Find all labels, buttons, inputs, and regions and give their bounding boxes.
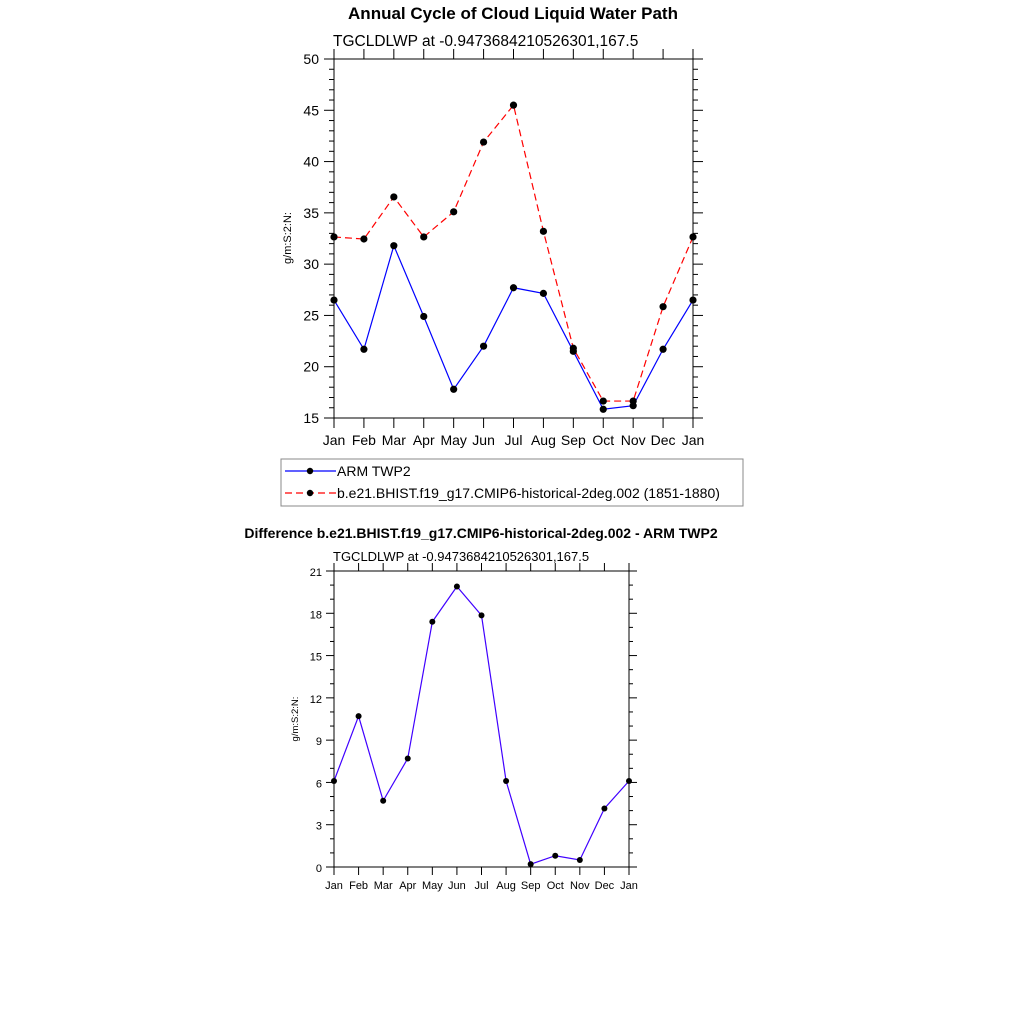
bottom-chart-title: Difference b.e21.BHIST.f19_g17.CMIP6-historical-2deg.002 - ARM TWP2 <box>244 525 718 541</box>
data-point <box>450 386 457 393</box>
y-tick-label: 15 <box>309 651 322 664</box>
data-point <box>626 778 632 784</box>
x-tick-label: Apr <box>412 432 435 448</box>
x-tick-label: May <box>421 880 443 892</box>
x-tick-label: Mar <box>373 880 393 892</box>
bottom-chart-subtitle: TGCLDLWP at -0.9473684210526301,167.5 <box>333 549 590 564</box>
top-chart-axes <box>303 49 704 448</box>
data-point <box>360 235 367 242</box>
top-chart-subtitle: TGCLDLWP at -0.9473684210526301,167.5 <box>333 33 639 50</box>
data-point <box>510 102 517 109</box>
x-tick-label: Oct <box>592 432 615 448</box>
data-point <box>356 713 362 719</box>
data-point <box>380 798 386 804</box>
data-point <box>689 233 696 240</box>
x-tick-label: Jul <box>504 432 523 448</box>
data-point <box>429 619 435 625</box>
x-tick-label: Sep <box>560 432 586 448</box>
data-point <box>330 233 337 240</box>
y-tick-label: 15 <box>303 410 319 426</box>
data-point <box>659 303 666 310</box>
bottom-chart-ylabel: g/m:S:2:N: <box>290 696 301 742</box>
x-tick-label: Apr <box>399 880 417 892</box>
x-tick-label: Jan <box>325 880 343 892</box>
x-tick-label: Jan <box>681 432 705 448</box>
data-point <box>570 345 577 352</box>
legend-label-model: b.e21.BHIST.f19_g17.CMIP6-historical-2deg.002 (1851-1880) <box>337 485 720 501</box>
data-point <box>454 584 460 590</box>
data-point <box>390 193 397 200</box>
y-tick-label: 45 <box>303 102 319 119</box>
x-tick-label: Jan <box>322 432 346 448</box>
y-tick-label: 6 <box>315 778 322 791</box>
data-point <box>450 208 457 215</box>
x-tick-label: Dec <box>650 432 676 448</box>
series-line <box>334 587 629 865</box>
data-point <box>420 313 427 320</box>
data-point <box>540 228 547 235</box>
data-point <box>479 612 485 618</box>
legend-marker-model <box>307 490 313 496</box>
x-tick-label: Nov <box>570 880 590 892</box>
bottom-chart <box>244 525 717 892</box>
x-tick-label: Mar <box>381 432 406 448</box>
x-tick-label: Feb <box>349 880 369 892</box>
top-chart <box>282 4 704 448</box>
data-point <box>630 397 637 404</box>
data-point <box>659 346 666 353</box>
x-tick-label: Aug <box>496 880 516 892</box>
data-point <box>360 346 367 353</box>
data-point <box>540 290 547 297</box>
x-tick-label: Jan <box>620 880 638 892</box>
y-tick-label: 0 <box>315 863 322 875</box>
y-tick-label: 25 <box>303 307 319 324</box>
data-point <box>405 755 411 761</box>
y-tick-label: 40 <box>303 153 319 170</box>
data-point <box>552 853 558 859</box>
data-point <box>480 343 487 350</box>
data-point <box>480 138 487 145</box>
bottom-chart-series <box>331 584 632 868</box>
data-point <box>601 806 607 812</box>
legend-item-model <box>285 485 720 501</box>
x-tick-label: Nov <box>620 432 646 448</box>
x-tick-label: Jun <box>448 880 466 892</box>
data-point <box>420 233 427 240</box>
data-point <box>689 296 696 303</box>
x-tick-label: Aug <box>530 432 556 448</box>
y-tick-label: 35 <box>303 204 319 221</box>
legend-label-arm-twp2: ARM TWP2 <box>337 463 411 479</box>
legend-marker-arm-twp2 <box>307 468 313 474</box>
x-tick-label: Feb <box>351 432 376 448</box>
y-tick-label: 18 <box>309 609 322 622</box>
x-tick-label: Sep <box>520 880 541 892</box>
x-tick-label: May <box>440 432 467 448</box>
legend <box>281 459 743 506</box>
data-point <box>577 857 583 863</box>
top-chart-ylabel: g/m:S:2:N: <box>282 212 294 264</box>
data-point <box>600 406 607 413</box>
y-tick-label: 30 <box>303 256 319 273</box>
top-chart-series <box>330 102 696 413</box>
data-point <box>331 778 337 784</box>
y-tick-label: 20 <box>303 358 319 375</box>
y-tick-label: 12 <box>309 693 322 706</box>
x-tick-label: Dec <box>594 880 615 892</box>
series-line <box>334 246 693 410</box>
data-point <box>390 242 397 249</box>
y-tick-label: 50 <box>303 51 319 67</box>
x-tick-label: Jun <box>472 432 495 448</box>
x-tick-label: Jul <box>474 880 489 892</box>
data-point <box>528 861 534 867</box>
series-line <box>334 105 693 401</box>
data-point <box>330 296 337 303</box>
data-point <box>503 778 509 784</box>
data-point <box>510 284 517 291</box>
y-tick-label: 21 <box>309 567 322 579</box>
data-point <box>600 397 607 404</box>
y-tick-label: 9 <box>315 736 322 749</box>
y-tick-label: 3 <box>315 820 322 833</box>
top-chart-title: Annual Cycle of Cloud Liquid Water Path <box>348 4 678 23</box>
top-plot-frame <box>334 59 693 418</box>
x-tick-label: Oct <box>546 880 564 892</box>
